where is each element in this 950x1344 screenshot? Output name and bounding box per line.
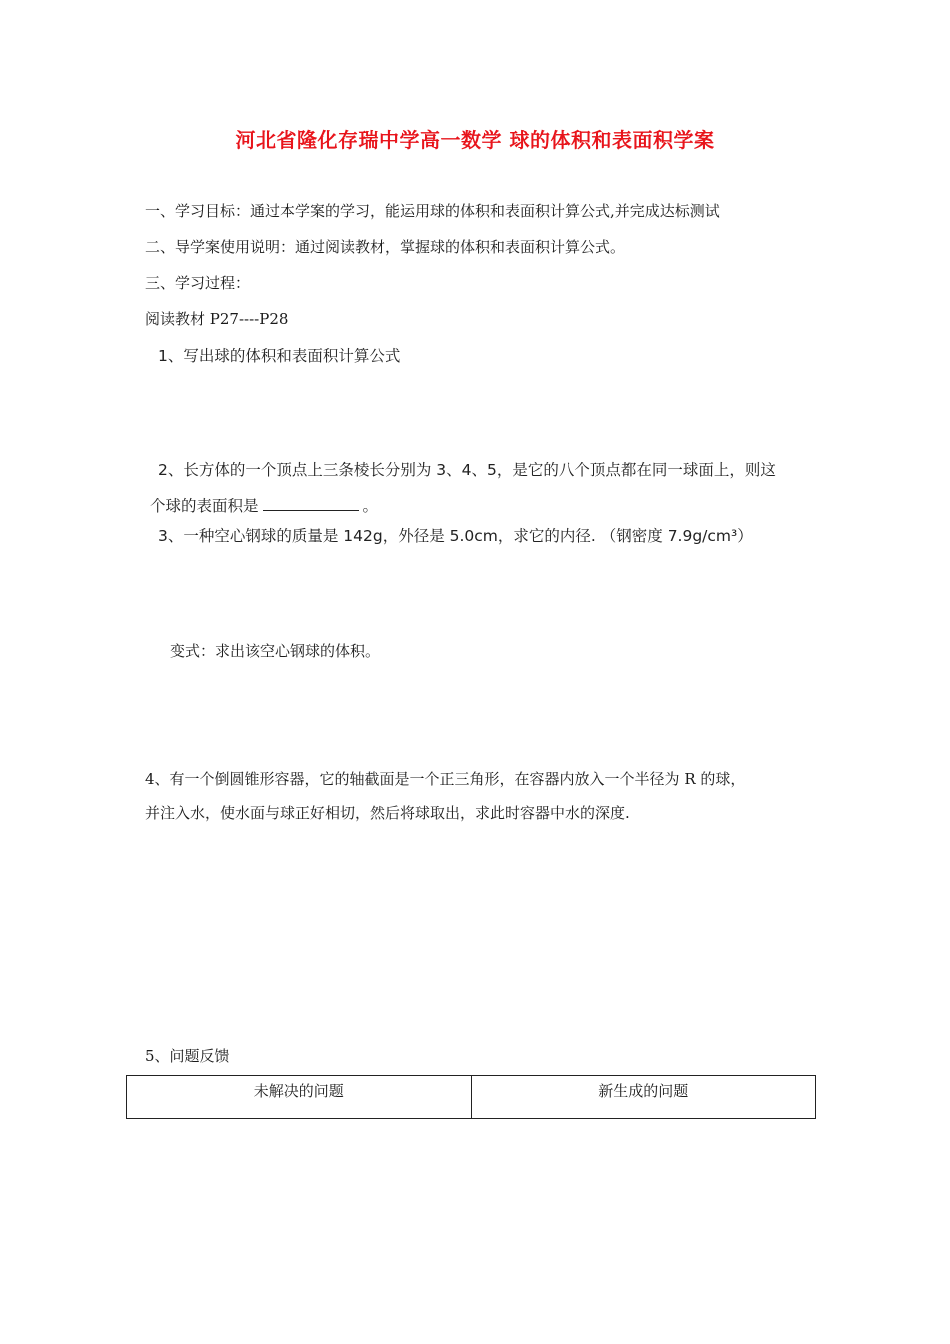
answer-blank (263, 496, 359, 511)
learning-process-heading: 三、学习过程： (145, 274, 251, 292)
learning-goal: 一、学习目标：通过本学案的学习，能运用球的体积和表面积计算公式,并完成达标测试 (145, 202, 720, 220)
question-2-suffix: 。 (362, 497, 379, 515)
reading-assignment: 阅读教材 P27----P28 (145, 310, 289, 328)
unresolved-questions-cell: 未解决的问题 (127, 1076, 472, 1119)
question-5: 5、问题反馈 (145, 1047, 230, 1065)
variant-question: 变式：求出该空心钢球的体积。 (170, 642, 381, 660)
new-questions-cell: 新生成的问题 (471, 1076, 816, 1119)
usage-instructions: 二、导学案使用说明：通过阅读教材，掌握球的体积和表面积计算公式。 (145, 238, 626, 256)
question-2-prefix: 个球的表面积是 (150, 497, 259, 515)
question-4-line-1: 4、有一个倒圆锥形容器，它的轴截面是一个正三角形，在容器内放入一个半径为 R 的球， (145, 770, 746, 788)
question-1: 1、写出球的体积和表面积计算公式 (158, 347, 401, 365)
question-2-line-1: 2、长方体的一个顶点上三条棱长分别为 3、4、5，是它的八个顶点都在同一球面上，则这 (158, 461, 776, 479)
table-row (127, 1076, 816, 1119)
question-3: 3、一种空心钢球的质量是 142g，外径是 5.0cm，求它的内径. （钢密度 7.9g/cm³） (158, 527, 753, 545)
question-4-line-2: 并注入水，使水面与球正好相切，然后将球取出，求此时容器中水的深度. (145, 804, 630, 822)
page-title: 河北省隆化存瑞中学高一数学 球的体积和表面积学案 (235, 128, 715, 152)
question-2-line-2 (150, 494, 378, 516)
feedback-table (126, 1075, 816, 1119)
